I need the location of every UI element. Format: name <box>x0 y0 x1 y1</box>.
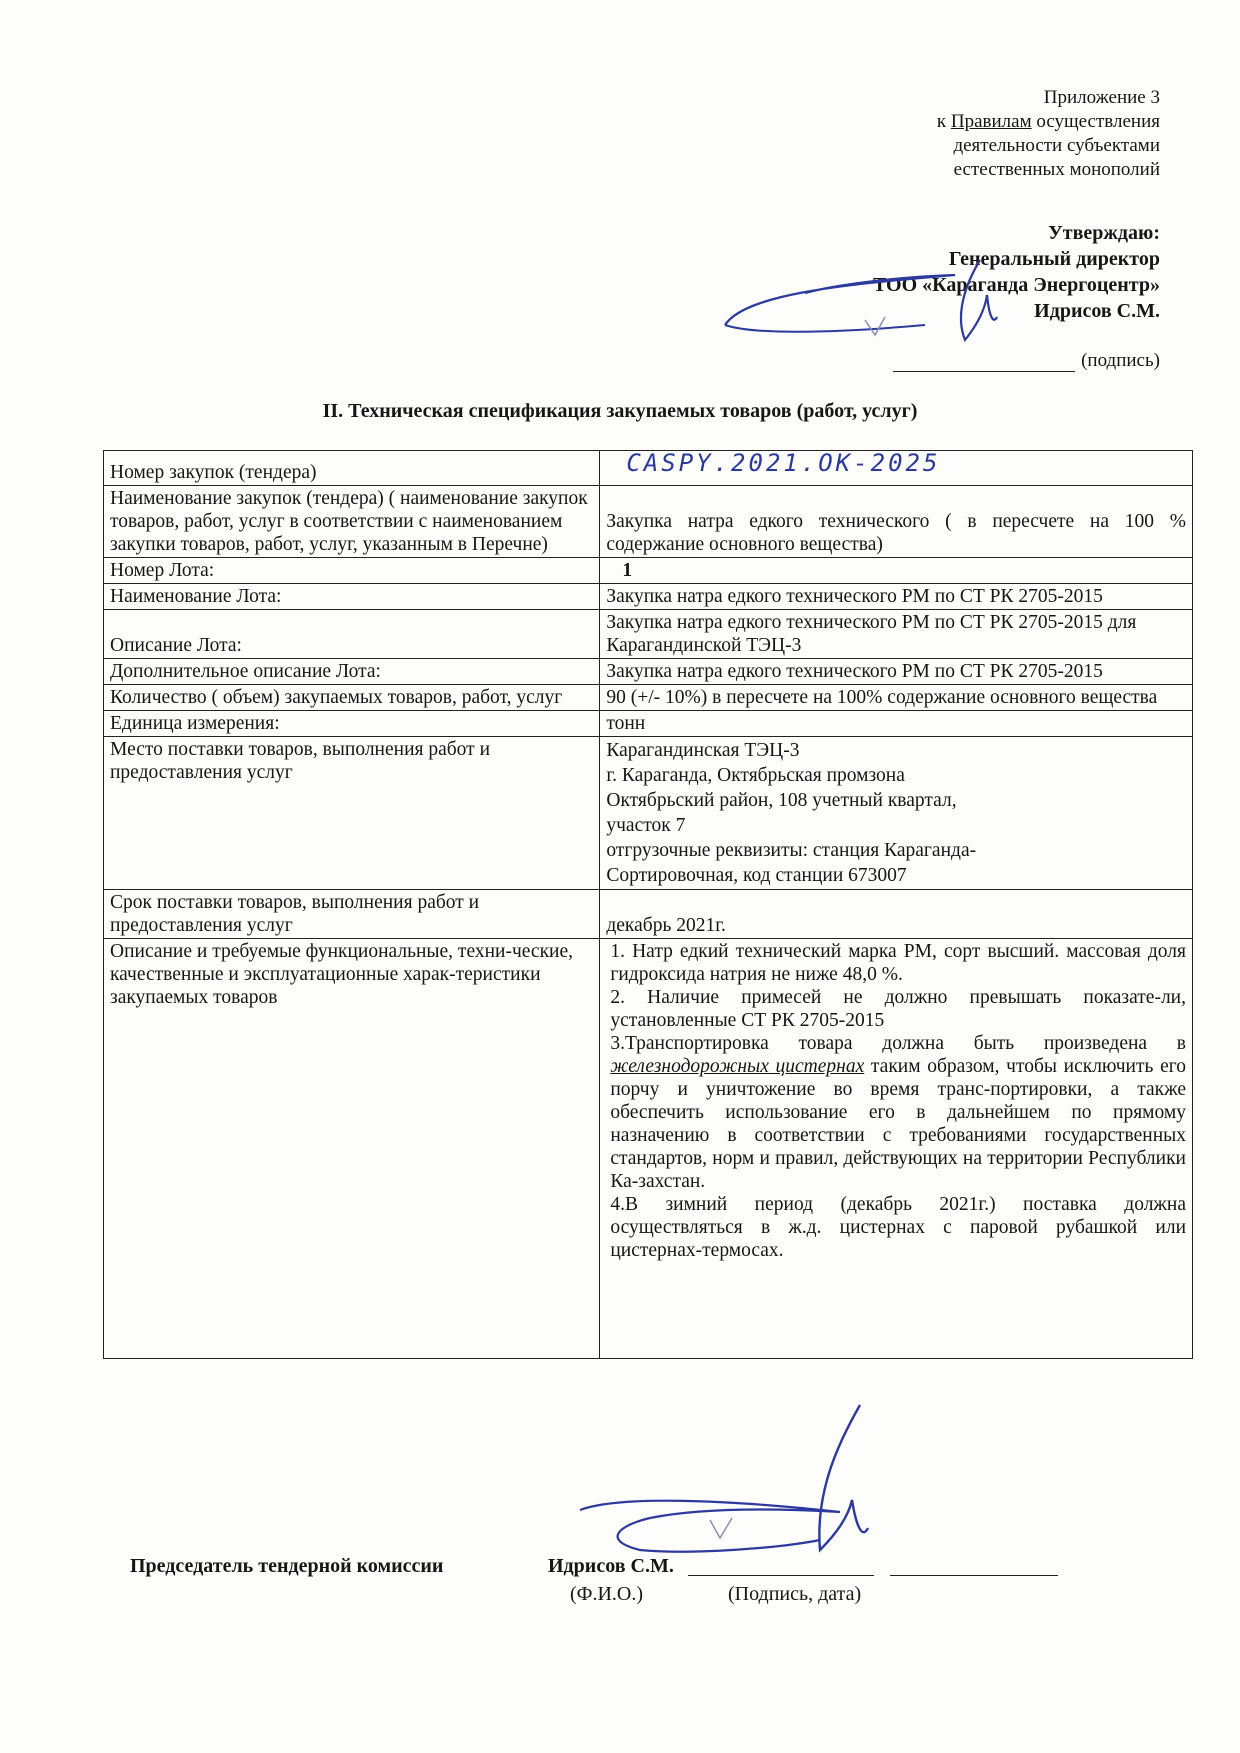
appendix-prefix: к <box>936 111 951 132</box>
signature-date-caption: (Подпись, дата) <box>728 1583 862 1605</box>
appendix-block <box>937 86 1160 182</box>
appendix-line-1: Приложение 3 <box>1043 87 1160 108</box>
table-row <box>104 939 1193 1359</box>
table-row <box>104 610 1193 659</box>
appendix-line-3: деятельности субъектами <box>953 135 1160 156</box>
specs-value <box>600 939 1193 1359</box>
director-signature <box>715 255 1015 350</box>
lot-extra-label: Дополнительное описание Лота: <box>104 659 600 685</box>
spec-item-1: 1. Натр едкий технический марка РМ, сорт высший. массовая доля гидроксида натрия не ниже 48,0 %. <box>610 941 1186 985</box>
qty-label: Количество ( объем) закупаемых товаров, работ, услуг <box>104 685 600 711</box>
place-line: г. Караганда, Октябрьская промзона <box>606 765 905 786</box>
chairman-title: Председатель тендерной комиссии <box>130 1555 444 1577</box>
lot-extra-value: Закупка натра едкого технического РМ по СТ РК 2705-2015 <box>600 659 1193 685</box>
table-row <box>104 685 1193 711</box>
chairman-name: Идрисов С.М. <box>548 1555 674 1577</box>
spec-3-end: таким образом, чтобы исключить его порчу и уничтожение во время транс-портировки, а также обеспечить использование его в дальнейшем по прямому назначению в соответствии с требованиями государственных стандартов, норм и правил, действующих на территории Республики Ка-захстан. <box>610 1056 1186 1192</box>
signature-underline <box>893 351 1075 372</box>
approve-line-4: Идрисов С.М. <box>1034 300 1160 322</box>
tender-name-label: Наименование закупок (тендера) ( наименование закупок товаров, работ, услуг в соответствии с наименованием закупки товаров, работ, услуг, указанным в Перечне) <box>104 486 600 558</box>
place-label: Место поставки товаров, выполнения работ и предоставления услуг <box>104 737 600 890</box>
place-line: участок 7 <box>606 815 686 836</box>
table-row <box>104 486 1193 558</box>
signature-label: (подпись) <box>1081 350 1160 371</box>
unit-value: тонн <box>600 711 1193 737</box>
spec-item-2: 2. Наличие примесей не должно превышать показате-ли, установленные СТ РК 2705-2015 <box>610 987 1186 1031</box>
specs-label: Описание и требуемые функциональные, техни-ческие, качественные и эксплуатационные харак-теристики закупаемых товаров <box>104 939 600 1359</box>
appendix-suffix: осуществления <box>1031 111 1160 132</box>
place-line: Октябрьский район, 108 учетный квартал, <box>606 790 957 811</box>
approve-line-1: Утверждаю: <box>1048 222 1160 244</box>
signature-line <box>893 350 1160 372</box>
rules-link[interactable]: Правилам <box>950 111 1032 132</box>
tender-name-value: Закупка натра едкого технического ( в пересчете на 100 % содержание основного вещества) <box>600 486 1193 558</box>
place-line: Сортировочная, код станции 673007 <box>606 865 907 886</box>
tender-no-label: Номер закупок (тендера) <box>104 451 600 486</box>
place-line: отгрузочные реквизиты: станция Караганда- <box>606 840 977 861</box>
table-row <box>104 558 1193 584</box>
table-row <box>104 711 1193 737</box>
table-row <box>104 584 1193 610</box>
term-label: Срок поставки товаров, выполнения работ и предоставления услуг <box>104 890 600 939</box>
qty-value: 90 (+/- 10%) в пересчете на 100% содержание основного вещества <box>600 685 1193 711</box>
lot-no-label: Номер Лота: <box>104 558 600 584</box>
table-row <box>104 890 1193 939</box>
spec-item-3 <box>610 1032 1186 1193</box>
appendix-line-4: естественных монополий <box>953 159 1160 180</box>
chairman-signature <box>560 1400 900 1560</box>
lot-name-label: Наименование Лота: <box>104 584 600 610</box>
place-line: Карагандинская ТЭЦ-3 <box>606 740 800 761</box>
appendix-line-2 <box>937 110 1160 134</box>
table-row <box>104 659 1193 685</box>
spec-3-start: 3.Транспортировка товара должна быть произведена в <box>610 1033 1186 1054</box>
term-value: декабрь 2021г. <box>600 890 1193 939</box>
lot-no-value: 1 <box>600 558 1193 584</box>
page-title: II. Техническая спецификация закупаемых товаров (работ, услуг) <box>322 400 918 422</box>
approve-line-3: ТОО «Караганда Энергоцентр» <box>872 274 1160 296</box>
table-row <box>104 451 1193 486</box>
unit-label: Единица измерения: <box>104 711 600 737</box>
place-value <box>600 737 1193 890</box>
tender-no-value <box>600 451 1193 486</box>
lot-desc-label: Описание Лота: <box>104 610 600 659</box>
tender-number-handwritten: CASPY.2021.OK-2025 <box>626 449 941 477</box>
spec-item-4: 4.В зимний период (декабрь 2021г.) поставка должна осуществляться в ж.д. цистернах с паровой рубашкой или цистернах-термосах. <box>610 1194 1186 1261</box>
date-underline <box>890 1575 1058 1576</box>
lot-desc-value: Закупка натра едкого технического РМ по СТ РК 2705-2015 для Карагандинской ТЭЦ-3 <box>600 610 1193 659</box>
fio-caption: (Ф.И.О.) <box>570 1583 644 1605</box>
spec-3-emphasis: железнодорожных цистернах <box>610 1056 865 1077</box>
signature-underline <box>688 1575 874 1576</box>
approve-line-2: Генеральный директор <box>948 248 1160 270</box>
table-row <box>104 737 1193 890</box>
spec-table <box>103 450 1193 1359</box>
lot-name-value: Закупка натра едкого технического РМ по СТ РК 2705-2015 <box>600 584 1193 610</box>
